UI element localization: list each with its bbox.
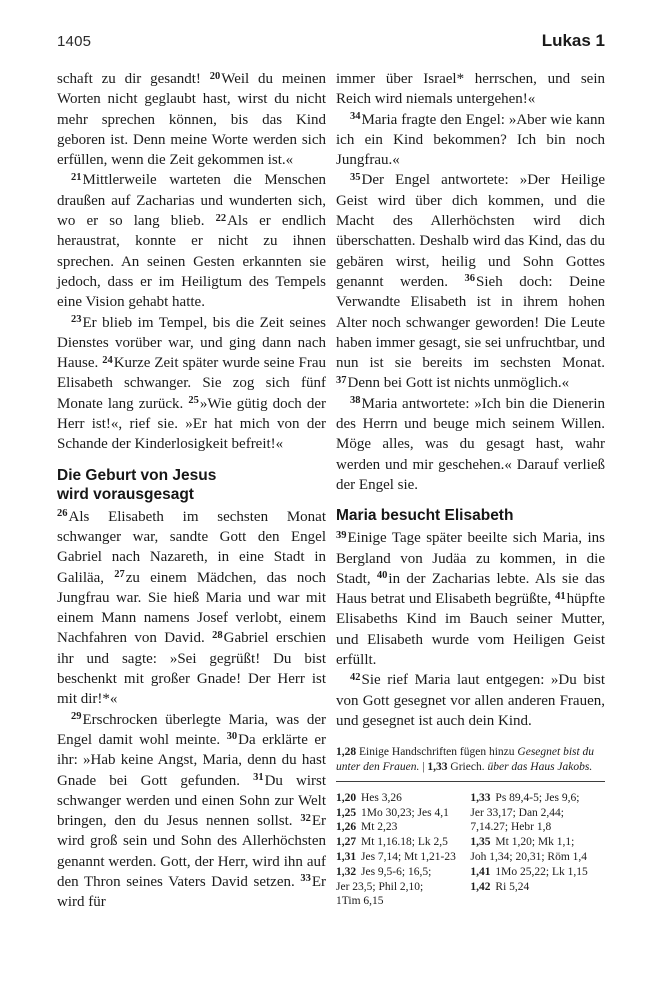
cross-references-column-2 (470, 791, 605, 909)
reference-line: 1,20 Hes 3,26 (336, 791, 402, 804)
reference-key: 1,32 (336, 865, 357, 878)
cross-references (336, 791, 605, 909)
text-columns (57, 69, 605, 1000)
verse-number: 35 (350, 171, 361, 183)
verse-number: 41 (555, 590, 566, 602)
verse-number: 25 (188, 395, 199, 407)
reference-key: 1,41 (470, 865, 491, 878)
footnote-divider (336, 781, 605, 782)
reference-line: Jer 33,17; Dan 2,44; (470, 806, 565, 819)
footnote-quote: über das Haus Jakobs. (487, 760, 593, 773)
reference-line: 1,35 Mt 1,20; Mk 1,1; (470, 836, 575, 849)
verse-paragraph: $^{29}$Erschrocken überlegte Maria, was der Engel damit wohl meinte. $^{30}$Da erklärte er ihr: »Hab keine Angst, Maria, denn du hast Gnade bei Gott gefunden. $^{31}$Du wirst schwanger werden und einen Sohn zur Welt bringen, den du Jesus nennen sollst. $^{32}$Er wird groß sein und Sohn des Allerhöchsten genannt werden. Gott, der Herr, wird ihn auf den Thron seines Vaters David setzen. $^{33}$Er wird für (57, 711, 327, 911)
verse-number: 29 (71, 711, 82, 723)
verse-paragraph: $^{35}$Der Engel antwortete: »Der Heilige Geist wird über dich kommen, und die Macht des Allerhöchsten wird dich überschatten. Deshalb wird das Kind, das du gebären wirst, heilig und Sohn Gottes genannt werden. $^{36}$Sieh doch: Deine Verwandte Elisabeth ist in ihrem hohen Alter noch schwanger geworden! Die Leute haben immer gesagt, sie sei unfruchtbar, und nun ist sie bereits im sechsten Monat. $^{37}$Denn bei Gott ist nichts unmöglich.« (336, 171, 605, 392)
verse-number: 34 (350, 111, 361, 123)
verse-paragraph: $^{38}$Maria antwortete: »Ich bin die Dienerin des Herrn und beuge mich seinem Willen. Möge alles, was du gesagt hast, wahr werden und mir geschehen.« Darauf verließ der Engel sie. (336, 395, 605, 493)
verse-paragraph: $^{21}$Mittlerweile warteten die Menschen draußen auf Zacharias und wunderten sich, wo er so lang blieb. $^{22}$Als er endlich heraustrat, konnte er nicht zu ihnen sprechen. An seinen Gesten erkannten sie jedoch, dass er im Heiligtum des Tempels eine Vision gehabt hatte. (57, 171, 327, 311)
footnote-quote: Gesegnet bist du unter den Frauen. (336, 746, 595, 773)
reference-key: 1,33 (470, 791, 491, 804)
reference-line: 1,25 1Mo 30,23; Jes 4,1 (336, 806, 449, 819)
verse-number: 24 (102, 354, 113, 366)
verse-number: 40 (376, 570, 388, 582)
verse-number: 27 (114, 569, 125, 581)
section-heading: Maria besucht Elisabeth (336, 507, 514, 525)
reference-line: 1,42 Ri 5,24 (470, 880, 530, 893)
verse-paragraph: $^{39}$Einige Tage später beeilte sich Maria, ins Bergland von Judäa zu kommen, in die Stadt, $^{40}$in der Zacharias lebte. Als sie das Haus betrat und Elisabeth begrüßte, $^{41}$hüpfte Elisabeths Kind im Bauch seiner Mutter, und Elisabeth wurde vom Heiligen Geist erfüllt. (336, 529, 605, 669)
reference-line: Jer 23,5; Phil 2,10; (336, 880, 424, 893)
reference-line: 1,31 Jes 7,14; Mt 1,21-23 (336, 850, 456, 863)
verse-number: 37 (336, 374, 347, 386)
reference-line: Joh 1,34; 20,31; Röm 1,4 (470, 850, 588, 863)
verse-number: 33 (300, 873, 311, 885)
text-column-left (57, 69, 326, 1000)
verse-number: 32 (300, 812, 311, 824)
verse-number: 28 (212, 629, 223, 641)
verse-number: 30 (226, 731, 238, 743)
page-number: 1405 (57, 33, 92, 50)
verse-number: 23 (71, 314, 82, 326)
reference-key: 1,28 (336, 746, 357, 759)
reference-key: 1,25 (336, 806, 357, 819)
verse-number: 42 (350, 671, 361, 683)
reference-key: 1,33 (427, 760, 448, 773)
book-chapter-header: Lukas 1 (541, 31, 605, 50)
verse-number: 22 (215, 212, 227, 224)
text-column-right (336, 69, 605, 1000)
reference-key: 1,42 (470, 880, 491, 893)
verse-paragraph: immer über Israel* herrschen, und sein Reich wird niemals untergehen!« (336, 71, 605, 108)
reference-line: 1,32 Jes 9,5-6; 16,5; (336, 865, 432, 878)
reference-key: 1,35 (470, 836, 491, 849)
reference-key: 1,27 (336, 836, 357, 849)
verse-number: 20 (209, 70, 221, 82)
verse-number: 21 (71, 171, 82, 183)
verse-paragraph: $^{23}$Er blieb im Tempel, bis die Zeit seines Dienstes vorüber war, und ging dann nach Hause. $^{24}$Kurze Zeit später wurde seine Frau Elisabeth schwanger. Sie zog sich fünf Monate lang zurück. $^{25}$»Wie gütig doch der Herr ist!«, rief sie. »Er hat mich von der Schande der Kinderlosigkeit befreit!« (57, 314, 326, 453)
reference-line: 7,14.27; Hebr 1,8 (470, 821, 552, 834)
cross-references-column-1 (336, 791, 462, 909)
reference-line: 1,41 1Mo 25,22; Lk 1,15 (470, 865, 588, 878)
verse-paragraph: $^{34}$Maria fragte den Engel: »Aber wie kann ich ein Kind bekommen? Ich bin noch Jungfrau.« (336, 111, 605, 169)
verse-number: 36 (464, 273, 476, 285)
verse-paragraph: $^{26}$Als Elisabeth im sechsten Monat schwanger war, sandte Gott den Engel Gabriel nach Nazareth, in eine Stadt in Galiläa, $^{27}$zu einem Mädchen, das noch Jungfrau war. Sie hieß Maria und war mit einem Mann namens Josef verlobt, einem Nachfahren von David. $^{28}$Gabriel erschien ihr und sagte: »Sei gegrüßt! Du bist beschenkt mit großer Gnade! Der Herr ist mit dir!*« (57, 508, 326, 708)
verse-number: 26 (57, 508, 68, 520)
verse-paragraph: schaft zu dir gesandt! $^{20}$Weil du meinen Worten nicht geglaubt hast, wirst du nicht mehr sprechen können, bis das Kind geboren ist. Denn meine Worte werden sich erfüllen, wenn die Zeit gekommen ist.« (57, 70, 326, 169)
running-head (57, 31, 605, 51)
reference-line: 1,33 Ps 89,4-5; Jes 9,6; (470, 791, 580, 804)
reference-key: 1,26 (336, 821, 357, 834)
reference-key: 1,20 (336, 791, 357, 804)
footnotes-block: 1,28 Einige Handschriften fügen hinzu Gesegnet bist du unter den Frauen. | 1,33 Griech. über das Haus Jakobs. (336, 746, 595, 773)
verse-number: 31 (253, 772, 264, 783)
reference-line: 1Tim 6,15 (336, 895, 384, 908)
section-heading: Die Geburt von Jesus wird vorausgesagt (57, 466, 217, 503)
verse-paragraph: $^{42}$Sie rief Maria laut entgegen: »Du bist von Gott gesegnet vor allen anderen Frauen, und gesegnet ist auch dein Kind. (336, 671, 605, 729)
verse-number: 39 (336, 529, 347, 541)
reference-key: 1,31 (336, 850, 357, 863)
verse-number: 38 (350, 395, 361, 407)
reference-line: 1,27 Mt 1,16.18; Lk 2,5 (336, 836, 448, 849)
reference-line: 1,26 Mt 2,23 (336, 821, 398, 834)
